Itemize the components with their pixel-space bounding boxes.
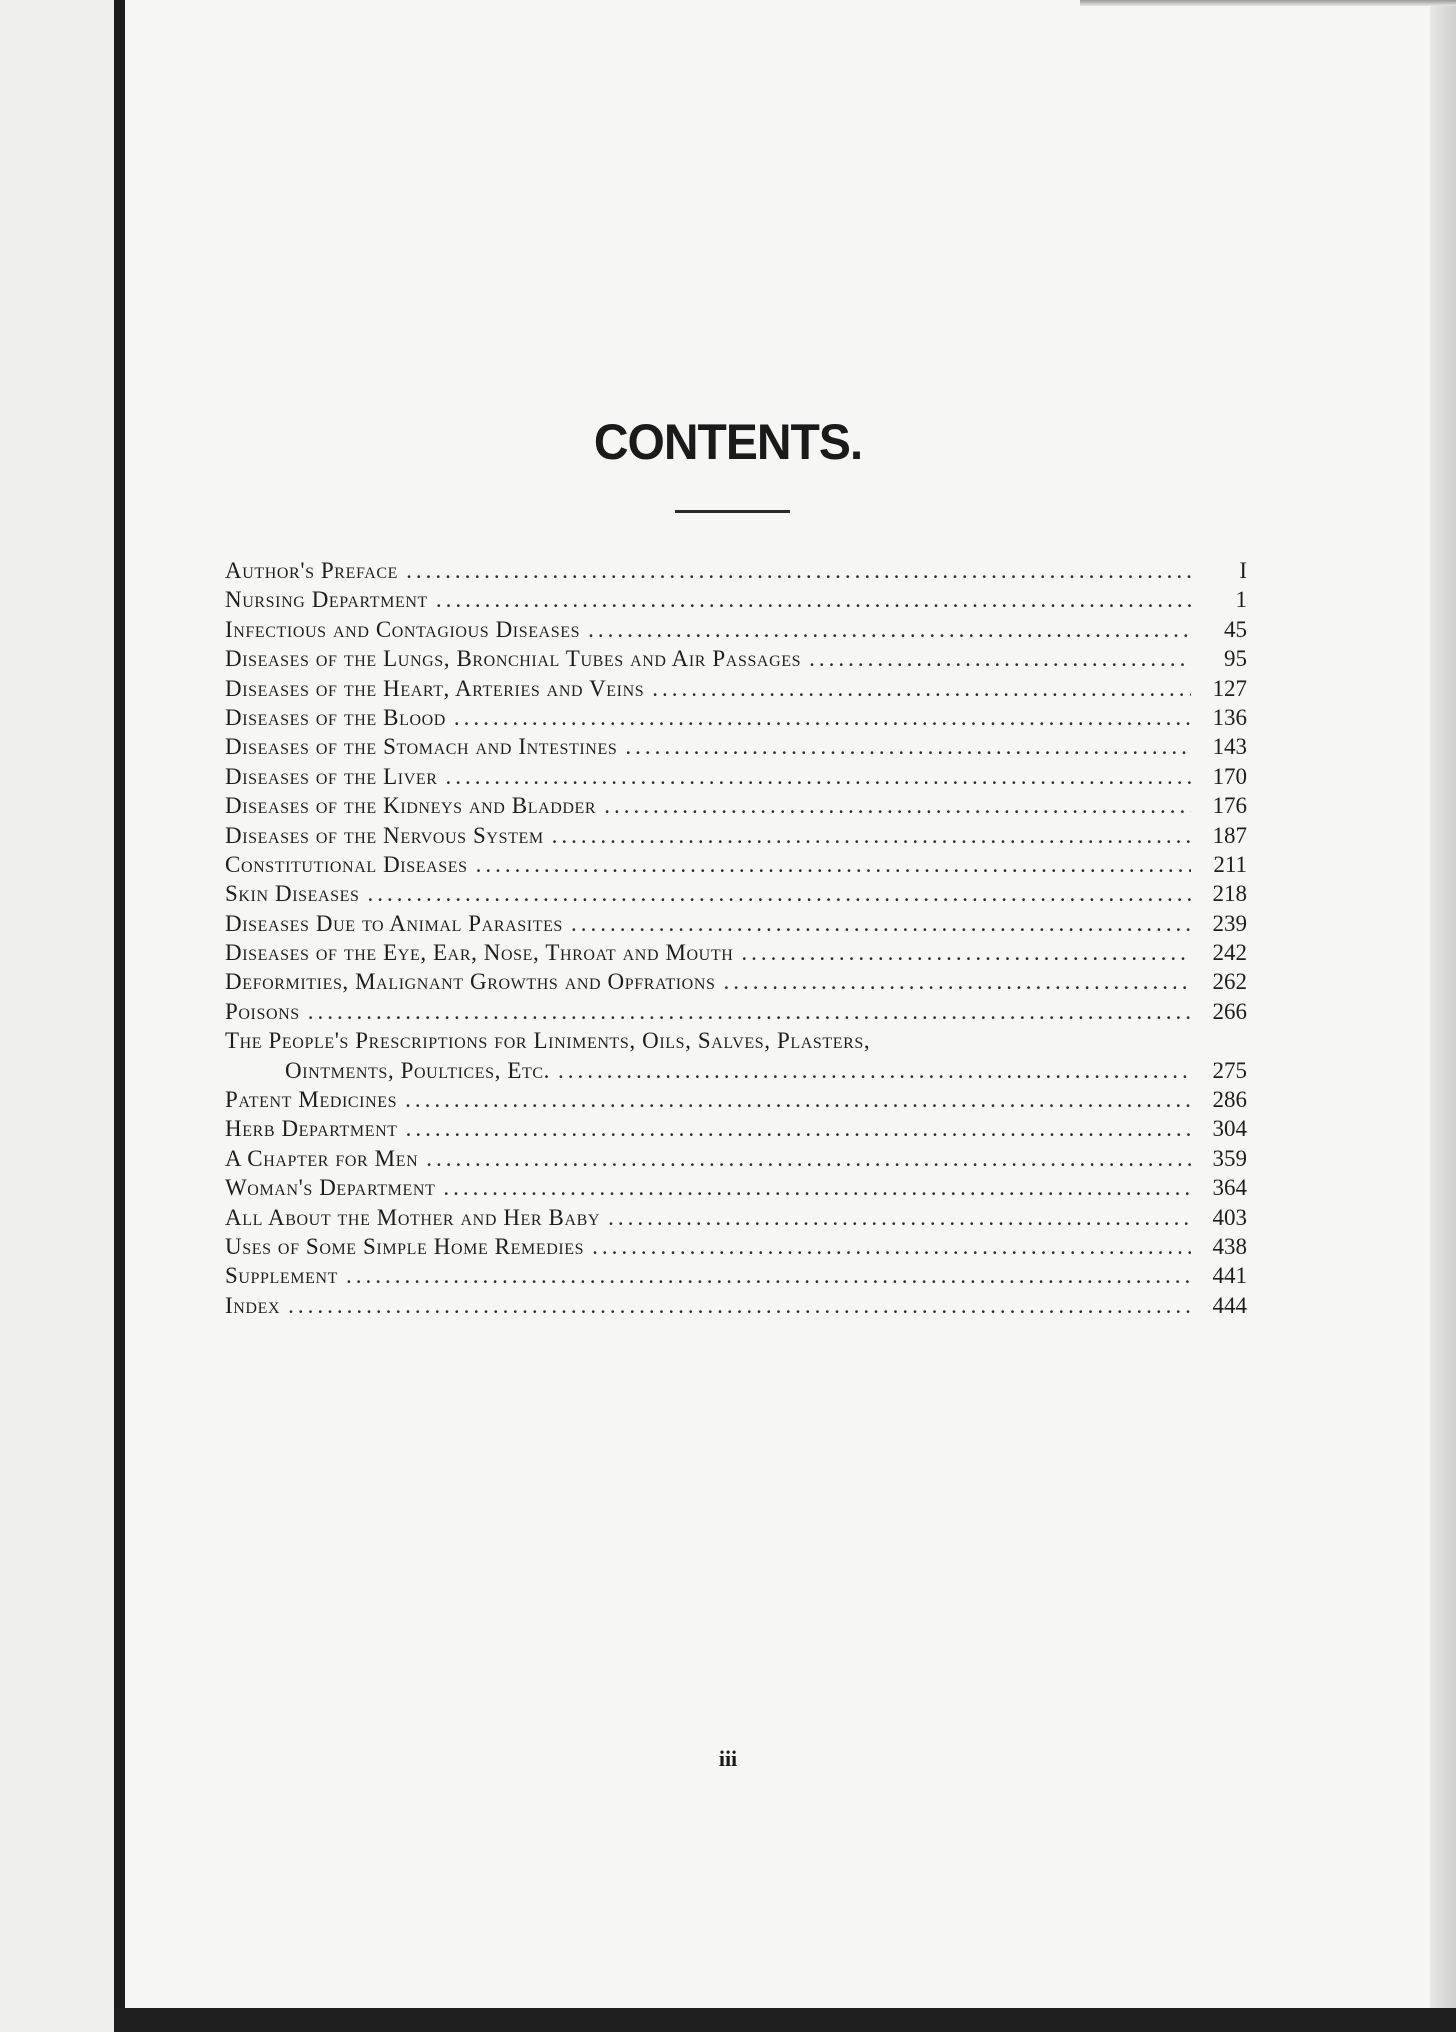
page-number-folio: iii bbox=[718, 1746, 738, 1771]
toc-entry bbox=[225, 850, 1247, 879]
dot-leader bbox=[288, 1291, 1191, 1320]
toc-entry-page: 170 bbox=[1212, 763, 1247, 789]
dot-leader bbox=[652, 674, 1191, 703]
toc-entry bbox=[225, 967, 1247, 996]
toc-entry bbox=[225, 791, 1247, 820]
toc-entry-title: Diseases of the Kidneys and Bladder bbox=[225, 793, 597, 819]
toc-entry-title: Diseases of the Lungs, Bronchial Tubes and Air Passages bbox=[225, 646, 802, 672]
dot-leader bbox=[604, 791, 1191, 820]
dot-leader bbox=[436, 585, 1191, 614]
toc-entry bbox=[225, 1203, 1247, 1232]
toc-entry-title: The People's Prescriptions for Liniments, Oils, Salves, Plasters, bbox=[225, 1028, 871, 1054]
toc-entry-title: Patent Medicines bbox=[225, 1087, 398, 1113]
dot-leader bbox=[446, 762, 1191, 791]
dot-leader bbox=[476, 850, 1191, 879]
dot-leader bbox=[405, 1085, 1191, 1114]
dot-leader bbox=[406, 556, 1191, 585]
toc-entry bbox=[225, 1173, 1247, 1202]
toc-entry bbox=[225, 1261, 1247, 1290]
toc-entry-page: 127 bbox=[1212, 675, 1247, 701]
toc-entry bbox=[225, 879, 1247, 908]
toc-entry-title: Poisons bbox=[225, 998, 300, 1024]
toc-entry-page: 242 bbox=[1212, 940, 1247, 966]
toc-entry-title: Diseases of the Stomach and Intestines bbox=[225, 734, 618, 760]
toc-entry-title-continued: Ointments, Poultices, Etc. bbox=[285, 1057, 550, 1083]
dot-leader bbox=[741, 938, 1191, 967]
dot-leader bbox=[592, 1232, 1191, 1261]
toc-entry-page: 95 bbox=[1224, 646, 1247, 672]
toc-entry-page: 266 bbox=[1212, 998, 1247, 1024]
toc-entry-title: Woman's Department bbox=[225, 1175, 436, 1201]
dot-leader bbox=[608, 1203, 1191, 1232]
toc-entry-title: Diseases Due to Animal Parasites bbox=[225, 910, 563, 936]
dot-leader bbox=[308, 997, 1191, 1026]
toc-entry bbox=[225, 938, 1247, 967]
toc-entry-page: 403 bbox=[1212, 1204, 1247, 1230]
table-of-contents bbox=[225, 556, 1247, 1320]
toc-entry bbox=[225, 821, 1247, 850]
dot-leader bbox=[571, 909, 1191, 938]
toc-entry-page: 45 bbox=[1224, 616, 1247, 642]
toc-entry-title: Index bbox=[225, 1292, 281, 1318]
toc-entry-title: A Chapter for Men bbox=[225, 1145, 419, 1171]
toc-entry-title: Diseases of the Heart, Arteries and Veins bbox=[225, 675, 645, 701]
toc-entry-page: 239 bbox=[1212, 910, 1247, 936]
toc-entry bbox=[225, 997, 1247, 1026]
toc-entry bbox=[225, 762, 1247, 791]
toc-entry-page: 211 bbox=[1213, 851, 1247, 877]
toc-entry-title: Uses of Some Simple Home Remedies bbox=[225, 1233, 585, 1259]
toc-entry bbox=[225, 556, 1247, 585]
title-rule bbox=[675, 510, 790, 513]
toc-entry bbox=[225, 585, 1247, 614]
toc-entry-title: Skin Diseases bbox=[225, 881, 360, 907]
dot-leader bbox=[368, 879, 1191, 908]
toc-entry-page: 438 bbox=[1212, 1233, 1247, 1259]
scan-bottom-border bbox=[114, 2008, 1456, 2032]
toc-entry-title: Herb Department bbox=[225, 1116, 398, 1142]
toc-entry-page: 359 bbox=[1212, 1145, 1247, 1171]
dot-leader bbox=[723, 967, 1191, 996]
dot-leader bbox=[454, 703, 1191, 732]
toc-entry-continuation bbox=[225, 1056, 1247, 1085]
dot-leader bbox=[552, 821, 1191, 850]
toc-entry-title: Diseases of the Nervous System bbox=[225, 822, 544, 848]
dot-leader bbox=[625, 732, 1191, 761]
toc-entry-page: 143 bbox=[1212, 734, 1247, 760]
dot-leader bbox=[809, 644, 1191, 673]
toc-entry-title: Constitutional Diseases bbox=[225, 851, 468, 877]
toc-entry bbox=[225, 703, 1247, 732]
toc-entry-page: 441 bbox=[1212, 1263, 1247, 1289]
toc-entry-page: 218 bbox=[1212, 881, 1247, 907]
toc-entry bbox=[225, 732, 1247, 761]
facing-page-margin bbox=[0, 0, 114, 2032]
toc-entry-title: Nursing Department bbox=[225, 587, 428, 613]
toc-entry-page: 262 bbox=[1212, 969, 1247, 995]
toc-entry bbox=[225, 644, 1247, 673]
toc-entry-page: 1 bbox=[1235, 587, 1247, 613]
book-binding-edge bbox=[114, 0, 125, 2032]
toc-entry-page: 136 bbox=[1212, 704, 1247, 730]
toc-entry-title: Diseases of the Blood bbox=[225, 704, 446, 730]
dot-leader bbox=[406, 1114, 1191, 1143]
page-top-edge bbox=[1080, 0, 1456, 6]
toc-entry bbox=[225, 1026, 1247, 1055]
toc-entry bbox=[225, 615, 1247, 644]
toc-entry-page: I bbox=[1239, 558, 1247, 583]
toc-entry bbox=[225, 674, 1247, 703]
toc-entry-title: Diseases of the Liver bbox=[225, 763, 438, 789]
toc-entry bbox=[225, 1232, 1247, 1261]
toc-entry-title: Supplement bbox=[225, 1263, 339, 1289]
toc-entry-title: All About the Mother and Her Baby bbox=[225, 1204, 601, 1230]
toc-entry bbox=[225, 909, 1247, 938]
dot-leader bbox=[426, 1144, 1191, 1173]
toc-entry bbox=[225, 1085, 1247, 1114]
page-right-edge bbox=[1430, 0, 1456, 2032]
dot-leader bbox=[588, 615, 1191, 644]
toc-entry-page: 444 bbox=[1212, 1292, 1247, 1318]
dot-leader bbox=[443, 1173, 1191, 1202]
toc-entry bbox=[225, 1114, 1247, 1143]
dot-leader bbox=[346, 1261, 1191, 1290]
toc-entry-title: Diseases of the Eye, Ear, Nose, Throat and Mouth bbox=[225, 940, 734, 966]
toc-entry-page: 176 bbox=[1212, 793, 1247, 819]
toc-entry bbox=[225, 1144, 1247, 1173]
toc-entry-page: 187 bbox=[1212, 822, 1247, 848]
toc-entry-page: 286 bbox=[1212, 1087, 1247, 1113]
page-title: CONTENTS. bbox=[593, 414, 863, 471]
toc-entry-page: 304 bbox=[1212, 1116, 1247, 1142]
toc-entry-page: 364 bbox=[1212, 1175, 1247, 1201]
toc-entry-title: Infectious and Contagious Diseases bbox=[225, 616, 581, 642]
toc-entry-page: 275 bbox=[1212, 1057, 1247, 1083]
toc-entry-title: Author's Preface bbox=[225, 558, 399, 583]
toc-entry-title: Deformities, Malignant Growths and Opfrations bbox=[225, 969, 716, 995]
dot-leader bbox=[558, 1056, 1191, 1085]
toc-entry bbox=[225, 1291, 1247, 1320]
